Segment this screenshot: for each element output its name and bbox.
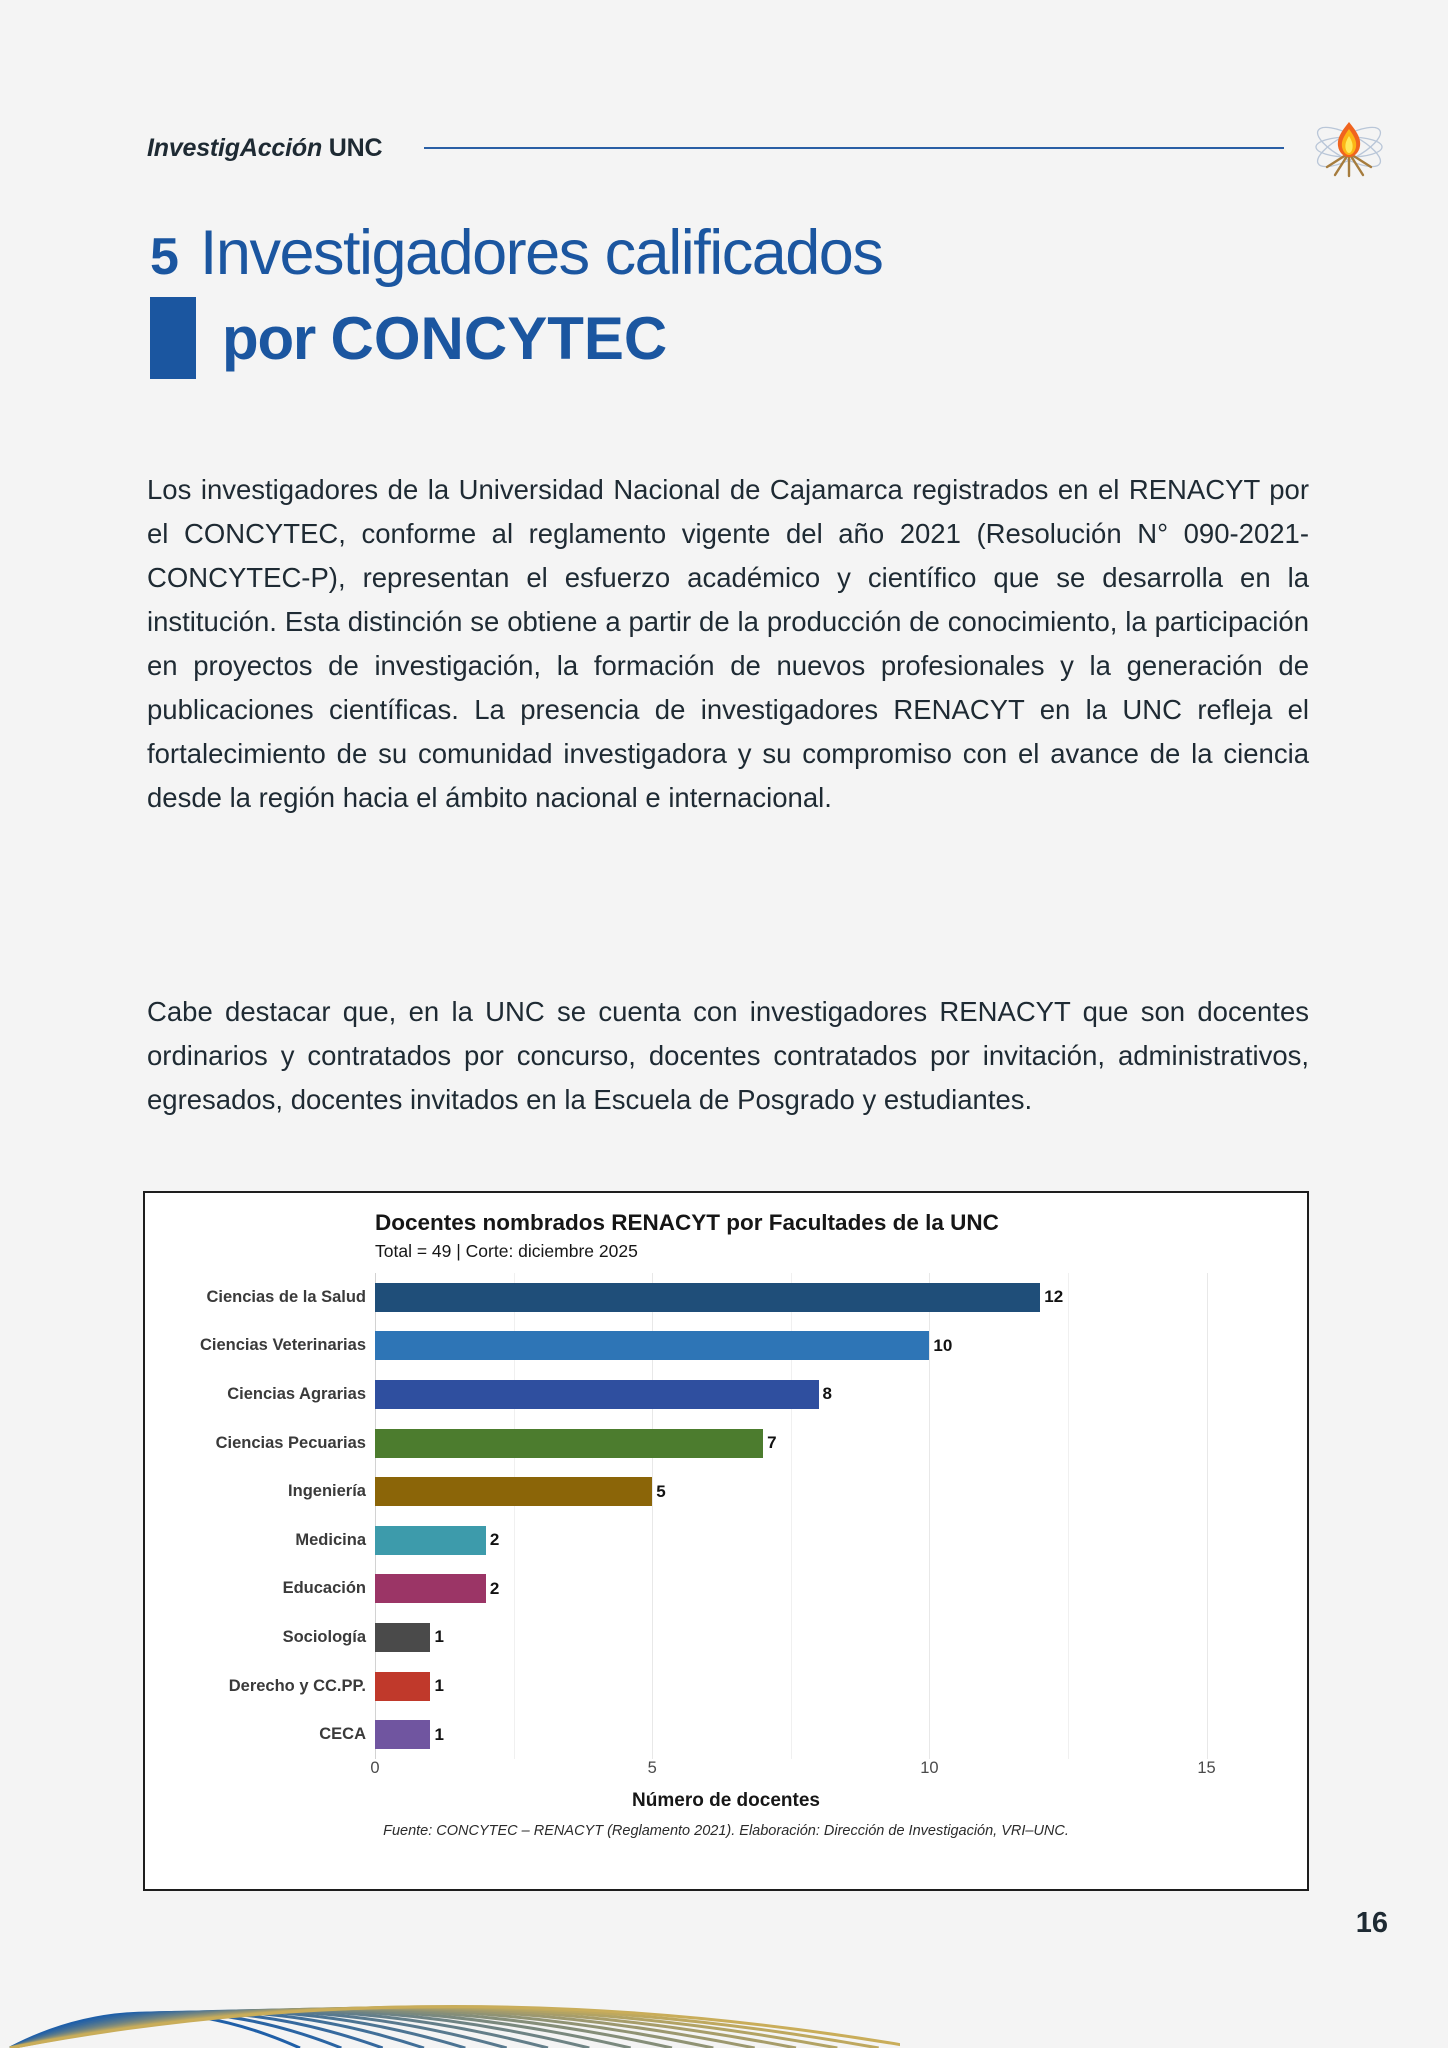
chart-category-label: Ciencias Veterinarias	[199, 1336, 366, 1355]
subtitle-organization: CONCYTEC	[330, 304, 668, 372]
decorative-arc	[10, 2007, 900, 2048]
chart-title: Docentes nombrados RENACYT por Facultades de la UNC	[375, 1210, 999, 1235]
decorative-arc	[10, 2010, 631, 2048]
decorative-arc	[10, 2009, 713, 2048]
chart-bar-row	[282, 1565, 1262, 1614]
title-first-line	[150, 218, 1310, 288]
chart-bar-value: 1	[434, 1627, 444, 1647]
chart-x-tick: 0	[370, 1759, 380, 1777]
page-subtitle	[222, 304, 667, 373]
brand-title	[147, 134, 382, 163]
page-number: 16	[1355, 1907, 1388, 1939]
chart-bar-value: 1	[434, 1676, 444, 1696]
title-second-line	[150, 297, 1310, 379]
decorative-arc	[10, 2013, 341, 2048]
chart-bar	[375, 1283, 1064, 1312]
chart-x-axis	[370, 1759, 1262, 1789]
chart-bar-row	[295, 1516, 1262, 1565]
decorative-arc	[10, 2008, 755, 2048]
flame-atom-logo-icon	[1310, 117, 1388, 179]
chart-category-label: Educación	[282, 1579, 366, 1598]
decorative-arc	[10, 2012, 383, 2048]
chart-container	[143, 1191, 1309, 1891]
chart-category-label: Derecho y CC.PP.	[228, 1676, 366, 1695]
chart-x-axis-label: Número de docentes	[632, 1790, 820, 1811]
chart-bar-row	[227, 1370, 1262, 1419]
chart-bar-value: 1	[434, 1724, 444, 1744]
chart-bar-value: 5	[656, 1481, 666, 1501]
chart-bar-row	[206, 1273, 1262, 1322]
decorative-arc	[10, 2010, 589, 2048]
header-divider-rule	[424, 147, 1284, 149]
decorative-arc	[10, 2007, 837, 2048]
brand-name-plain: UNC	[322, 133, 383, 162]
chart-bar	[375, 1331, 953, 1360]
chart-bar-value: 7	[767, 1433, 777, 1453]
page-title: Investigadores calificados	[199, 218, 883, 288]
chart-x-tick: 10	[920, 1759, 939, 1777]
body-paragraph-1: Los investigadores de la Universidad Nacional de Cajamarca registrados en el RENACYT por el CONCYTEC, conforme al reglamento vigente del año 2021 (Resolución N° 090-2021-CONCYTEC-P), representan el esfuerzo académico y científico que se desarrolla en la institución. Esta distinción se obtiene a partir de la producción de conocimiento, la participación en proyectos de investigación, la formación de nuevos profesionales y la generación de publicaciones científicas. La presencia de investigadores RENACYT en la UNC refleja el fortalecimiento de su comunidad investigadora y su compromiso con el avance de la ciencia desde la región hacia el ámbito nacional e internacional.	[147, 474, 1309, 813]
chart-x-tick: 15	[1197, 1759, 1216, 1777]
body-paragraph-2: Cabe destacar que, en la UNC se cuenta con investigadores RENACYT que son docentes ordinarios y contratados por concurso, docentes contratados por invitación, administrativos, egresados, docentes invitados en la Escuela de Posgrado y estudiantes.	[147, 996, 1309, 1115]
chart-bar-rows	[199, 1273, 1262, 1759]
chart-bar-value: 10	[933, 1335, 953, 1355]
chart-bar-value: 2	[489, 1530, 500, 1550]
decorative-arc	[10, 2008, 796, 2048]
chart-category-label: Ciencias de la Salud	[206, 1287, 366, 1306]
chart-inner	[145, 1193, 1307, 1889]
section-number: 5	[150, 228, 178, 286]
chart-bar-row	[319, 1710, 1262, 1759]
chart-bar-row	[282, 1613, 1262, 1662]
chart-bar	[375, 1477, 666, 1506]
chart-bar	[375, 1720, 444, 1749]
chart-category-label: Sociología	[282, 1627, 366, 1646]
chart-x-tick: 5	[647, 1759, 657, 1777]
chart-category-label: Ingeniería	[288, 1482, 366, 1501]
subtitle-prefix: por	[222, 304, 331, 372]
chart-category-label: Medicina	[295, 1530, 366, 1549]
chart-bar-row	[215, 1419, 1262, 1468]
chart-category-label: CECA	[319, 1725, 366, 1744]
decorative-arc	[10, 2010, 548, 2048]
chart-bar-row	[199, 1322, 1262, 1371]
page-header	[147, 118, 1388, 178]
chart-category-label: Ciencias Pecuarias	[215, 1433, 366, 1452]
chart-subtitle: Total = 49 | Corte: diciembre 2025	[375, 1241, 638, 1261]
decorative-arc	[10, 2007, 879, 2048]
decorative-arc	[10, 2013, 300, 2048]
chart-category-label: Ciencias Agrarias	[227, 1384, 366, 1403]
brand-name-italic: InvestigAcción	[147, 133, 323, 162]
chart-bar	[375, 1574, 500, 1603]
title-accent-bar	[150, 297, 196, 379]
chart-bar-row	[228, 1662, 1262, 1711]
chart-bar	[375, 1672, 444, 1701]
chart-bar	[375, 1380, 832, 1409]
decorative-arc	[10, 2009, 672, 2048]
chart-bar	[375, 1623, 444, 1652]
chart-source-note: Fuente: CONCYTEC – RENACYT (Reglamento 2021). Elaboración: Dirección de Investigación, VRI–UNC.	[383, 1823, 1069, 1839]
decorative-arc	[10, 2011, 465, 2048]
chart-bar	[375, 1526, 500, 1555]
chart-bar-row	[288, 1467, 1262, 1516]
chart-bar	[375, 1429, 777, 1458]
chart-bar-value: 2	[489, 1578, 500, 1598]
decorative-arc	[10, 2011, 507, 2048]
chart-bar-value: 12	[1044, 1287, 1064, 1307]
decorative-arc	[10, 2012, 424, 2048]
page-title-block	[150, 218, 1310, 379]
chart-plot-area	[199, 1273, 1262, 1759]
chart-bar-value: 8	[822, 1384, 832, 1404]
